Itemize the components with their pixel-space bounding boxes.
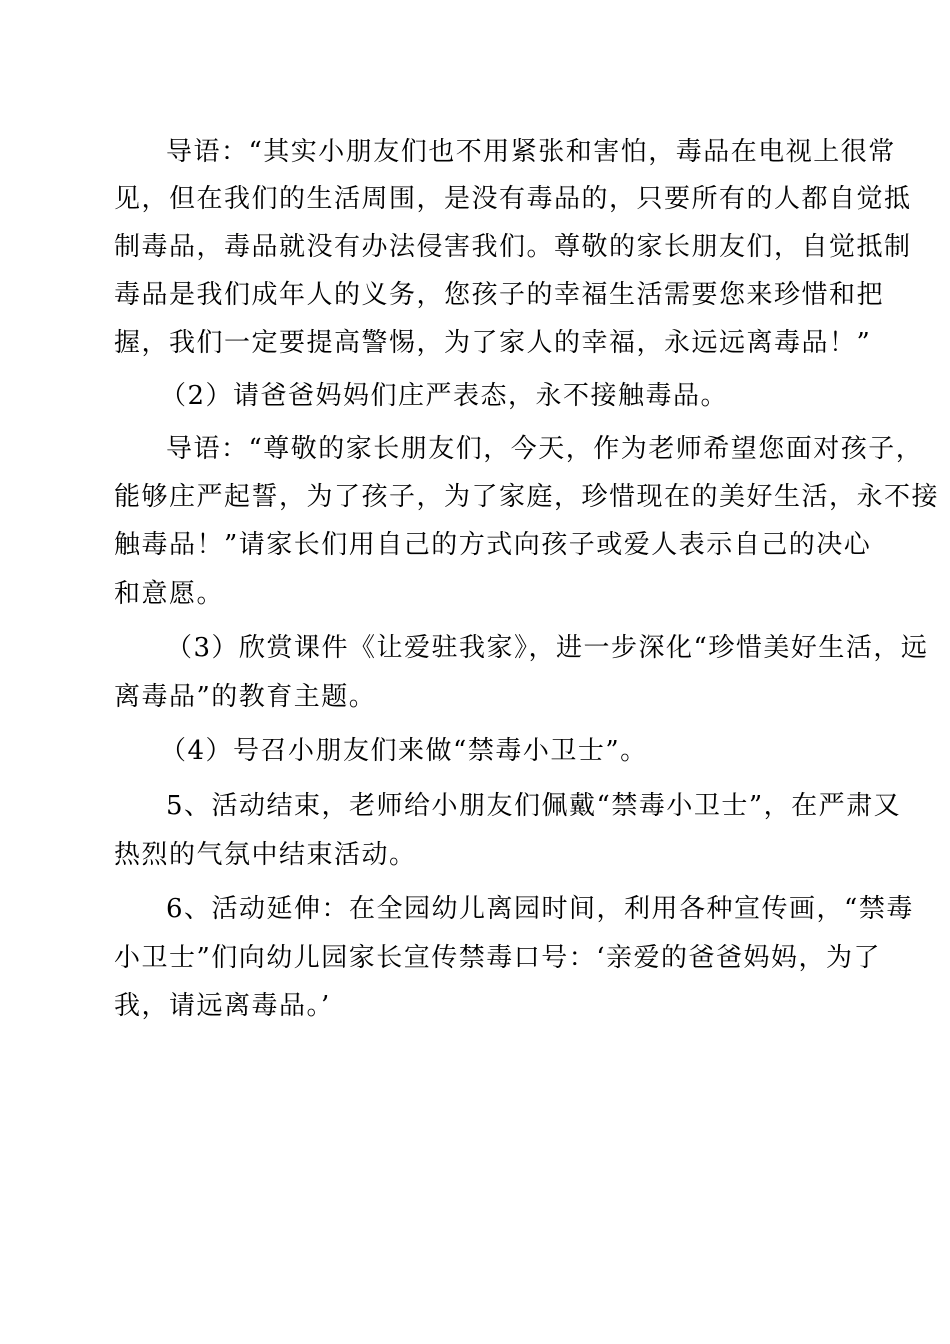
text-line-12: 离毒品”的教育主题。 (114, 682, 377, 712)
text-line-4: 毒品是我们成年人的义务，您孩子的幸福生活需要您来珍惜和把 (114, 280, 885, 310)
text-line-14: 5、活动结束，老师给小朋友们佩戴“禁毒小卫士”，在严肃又 (166, 791, 902, 821)
text-line-1: 导语：“其实小朋友们也不用紧张和害怕，毒品在电视上很常 (166, 137, 896, 167)
text-line-6: （2）请爸爸妈妈们庄严表态，永不接触毒品。 (160, 381, 729, 411)
text-line-2: 见，但在我们的生活周围，是没有毒品的，只要所有的人都自觉抵 (114, 184, 912, 214)
text-line-3: 制毒品，毒品就没有办法侵害我们。尊敬的家长朋友们，自觉抵制 (114, 232, 912, 262)
text-line-16: 6、活动延伸：在全园幼儿离园时间，利用各种宣传画，“禁毒 (166, 894, 914, 924)
text-line-18: 我，请远离毒品。’ (114, 991, 331, 1021)
text-line-11: （3）欣赏课件《让爱驻我家》，进一步深化“珍惜美好生活，远 (166, 633, 929, 663)
text-line-7: 导语：“尊敬的家长朋友们，今天，作为老师希望您面对孩子， (166, 434, 924, 464)
text-line-15: 热烈的气氛中结束活动。 (114, 840, 417, 870)
text-line-5: 握，我们一定要提高警惕，为了家人的幸福，永远远离毒品！” (114, 328, 872, 358)
text-line-10: 和意愿。 (114, 579, 225, 609)
text-line-9: 触毒品！”请家长们用自己的方式向孩子或爱人表示自己的决心 (114, 530, 872, 560)
text-line-8: 能够庄严起誓，为了孩子，为了家庭，珍惜现在的美好生活，永不接 (114, 482, 940, 512)
text-line-17: 小卫士”们向幼儿园家长宣传禁毒口号：‘亲爱的爸爸妈妈，为了 (114, 943, 882, 973)
text-line-13: （4）号召小朋友们来做“禁毒小卫士”。 (160, 736, 648, 766)
